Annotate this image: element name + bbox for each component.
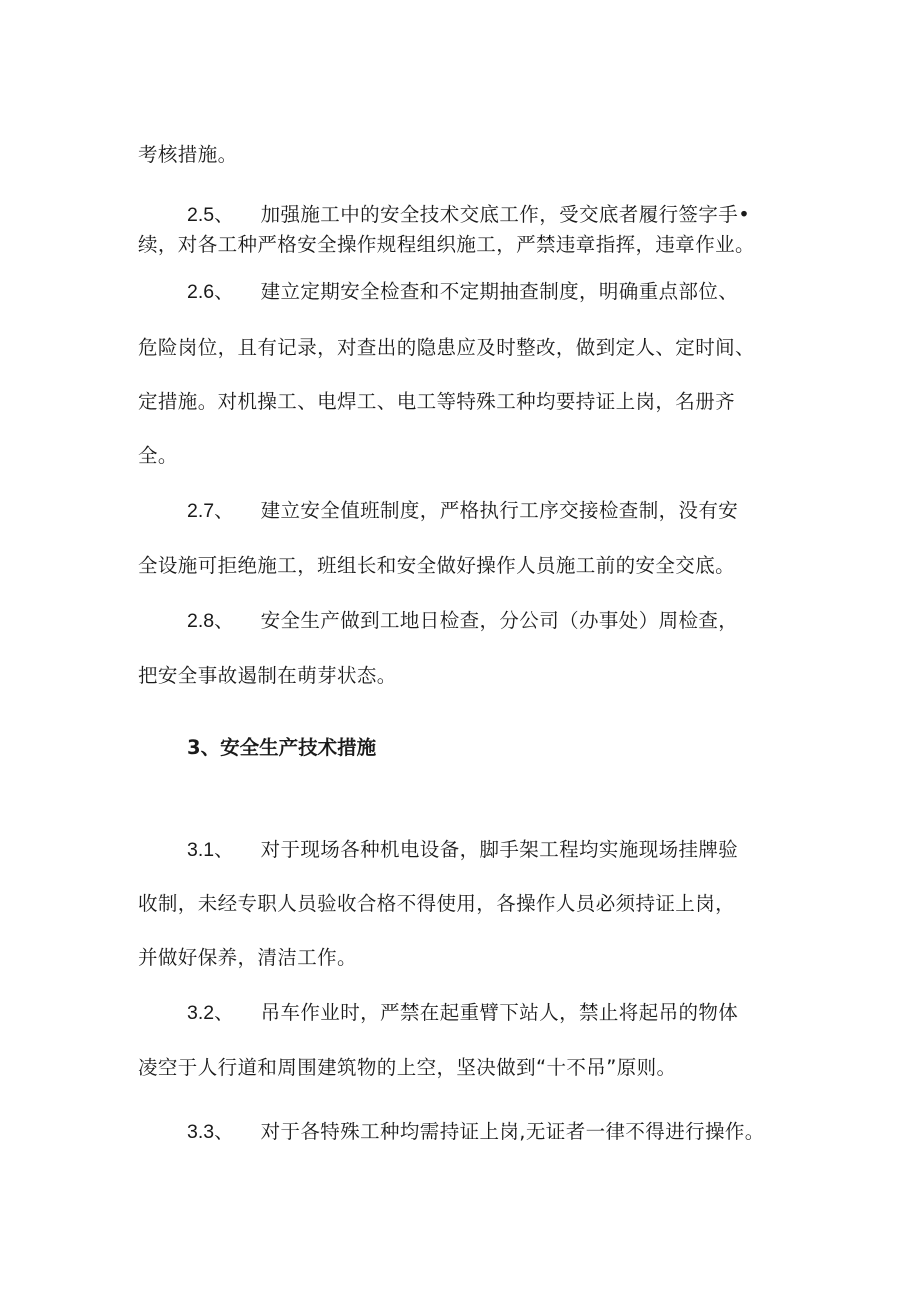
paragraph-line: 续，对各工种严格安全操作规程组织施工，严禁违章指挥，违章作业。 (138, 233, 755, 256)
paragraph-text: 加强施工中的安全技术交底工作，受交底者履行签字手• (260, 203, 751, 226)
paragraph-line: 收制，未经专职人员验收合格不得使用，各操作人员必须持证上岗， (138, 892, 736, 915)
clause-number: 2.5、 (187, 204, 234, 226)
section-heading: 3、安全生产技术措施 (187, 736, 377, 759)
clause-number: 2.6、 (187, 281, 234, 303)
paragraph-3-3-first-line (187, 1117, 765, 1147)
paragraph-text: 吊车作业时，严禁在起重臂下站人，禁止将起吊的物体 (260, 1001, 739, 1024)
paragraph-line: 考核措施。 (138, 143, 238, 166)
paragraph-2-5-first-line (187, 200, 750, 230)
paragraph-line: 全。 (138, 444, 178, 467)
paragraph-line: 把安全事故遏制在萌芽状态。 (138, 664, 397, 687)
clause-number: 3.1、 (187, 839, 234, 861)
paragraph-line: 凌空于人行道和周围建筑物的上空，坚决做到“十不吊”原则。 (138, 1056, 677, 1079)
paragraph-line: 全设施可拒绝施工，班组长和安全做好操作人员施工前的安全交底。 (138, 554, 736, 577)
clause-number: 3.2、 (187, 1002, 234, 1024)
paragraph-2-7-first-line (187, 496, 738, 526)
paragraph-3-1-first-line (187, 835, 738, 865)
clause-number: 2.8、 (187, 610, 234, 632)
paragraph-line: 并做好保养，清洁工作。 (138, 946, 357, 969)
paragraph-2-6-first-line (187, 277, 738, 307)
paragraph-text: 对于现场各种机电设备，脚手架工程均实施现场挂牌验 (260, 838, 739, 861)
paragraph-text: 建立安全值班制度，严格执行工序交接检查制，没有安 (260, 499, 739, 522)
paragraph-line: 定措施。对机操工、电焊工、电工等特殊工种均要持证上岗，名册齐 (138, 390, 736, 413)
paragraph-2-8-first-line (187, 606, 738, 636)
paragraph-line: 危险岗位，且有记录，对查出的隐患应及时整改，做到定人、定时间、 (138, 336, 755, 359)
paragraph-3-2-first-line (187, 998, 738, 1028)
paragraph-text: 对于各特殊工种均需持证上岗,无证者一律不得进行操作。 (260, 1120, 765, 1143)
clause-number: 3.3、 (187, 1121, 234, 1143)
clause-number: 2.7、 (187, 500, 234, 522)
paragraph-text: 建立定期安全检查和不定期抽查制度，明确重点部位、 (260, 280, 739, 303)
paragraph-text: 安全生产做到工地日检查，分公司（办事处）周检查， (260, 609, 739, 632)
